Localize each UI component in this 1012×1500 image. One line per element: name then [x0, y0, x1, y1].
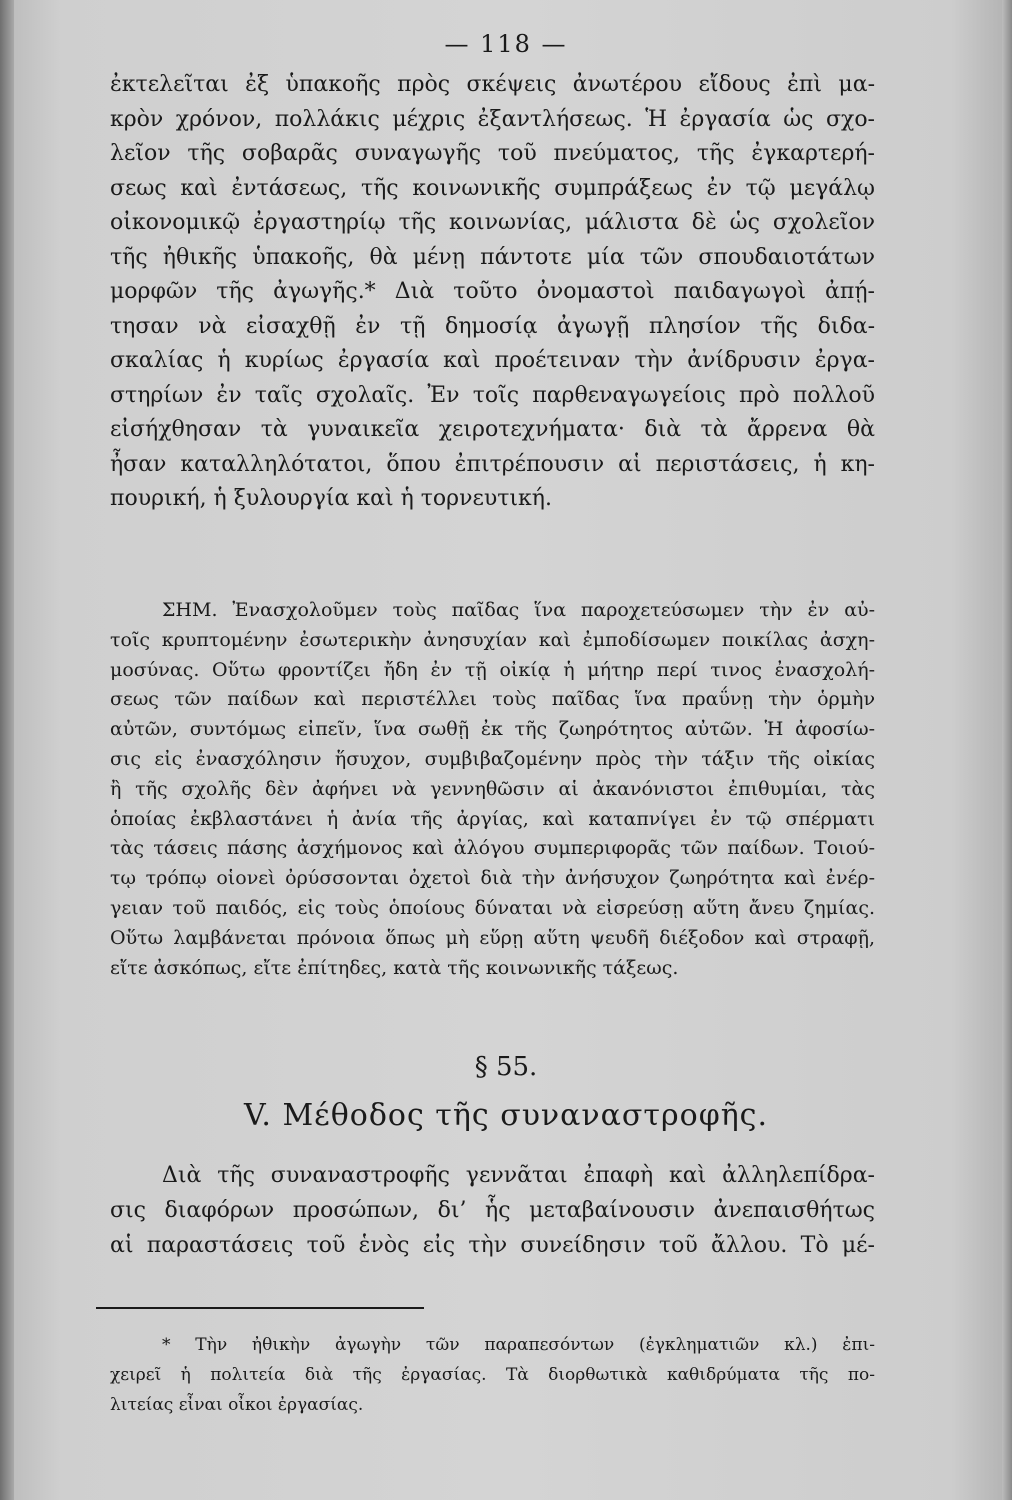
note-line: γειαν τοῦ παιδός, εἰς τοὺς ὁποίους δύναται νὰ εἰσρεύσῃ αὕτη ἄνευ ζημίας. [110, 896, 875, 919]
text-line: εἰσήχθησαν τὰ γυναικεῖα χειροτεχνήματα· διὰ τὰ ἄρρενα θὰ [110, 417, 875, 442]
text-line: λεῖον τῆς σοβαρᾶς συναγωγῆς τοῦ πνεύματος, τῆς ἐγκαρτερή- [110, 141, 875, 166]
note-line: αὐτῶν, συντόμως εἰπεῖν, ἵνα σωθῇ ἐκ τῆς ζωηρότητος αὐτῶν. Ἡ ἀφοσίω- [110, 718, 875, 741]
note-line: τὰς τάσεις πάσης ἀσχήμονος καὶ ἀλόγου συμπεριφορᾶς τῶν παίδων. Τοιού- [110, 837, 875, 860]
text-line: ἐκτελεῖται ἐξ ὑπακοῆς πρὸς σκέψεις ἀνωτέρου εἴδους ἐπὶ μα- [110, 72, 875, 97]
page-number: — 118 — [444, 30, 568, 58]
footnote-divider [96, 1307, 424, 1309]
text-line: σκαλίας ἡ κυρίως ἐργασία καὶ προέτειναν τὴν ἀνίδρυσιν ἐργα- [110, 348, 875, 373]
text-line: τησαν νὰ εἰσαχθῇ ἐν τῇ δημοσίᾳ ἀγωγῇ πλησίον τῆς διδα- [110, 313, 875, 339]
text-line: πουρική, ἡ ξυλουργία καὶ ἡ τορνευτική. [110, 486, 552, 511]
section-title: V. Μέθοδος τῆς συναναστροφῆς. [243, 1098, 769, 1133]
page-edge-left [0, 0, 14, 1500]
note-line: σεως τῶν παίδων καὶ περιστέλλει τοὺς παῖδας ἵνα πραΰνῃ τὴν ὁρμὴν [110, 688, 875, 711]
text-line: τῆς ἠθικῆς ὑπακοῆς, θὰ μένῃ πάντοτε μία τῶν σπουδαιοτάτων [110, 244, 875, 270]
footnote-line: χειρεῖ ἡ πολιτεία διὰ τῆς ἐργασίας. Τὰ διορθωτικὰ καθιδρύματα τῆς πο- [110, 1365, 875, 1385]
note-line: ΣΗΜ. Ἐνασχολοῦμεν τοὺς παῖδας ἵνα παροχετεύσωμεν τὴν ἐν αὐ- [162, 599, 875, 621]
note-line: τοῖς κρυπτομένην ἐσωτερικὴν ἀνησυχίαν καὶ ἐμποδίσωμεν ποικίλας ἀσχη- [110, 628, 875, 651]
text-line: οἰκονομικῷ ἐργαστηρίῳ τῆς κοινωνίας, μάλιστα δὲ ὡς σχολεῖον [110, 210, 875, 235]
footnote-line: λιτείας εἶναι οἶκοι ἐργασίας. [110, 1395, 364, 1415]
text-line: μορφῶν τῆς ἀγωγῆς.* Διὰ τοῦτο ὀνομαστοὶ παιδαγωγοὶ ἀπῄ- [110, 279, 875, 304]
note-line: μοσύνας. Οὕτω φροντίζει ἤδη ἐν τῇ οἰκίᾳ ἡ μήτηρ περί τινος ἐνασχολή- [110, 658, 875, 681]
note-paragraph [110, 596, 875, 983]
note-line: σις εἰς ἐνασχόλησιν ἥσυχον, συμβιβαζομένην πρὸς τὴν τάξιν τῆς οἰκίας [110, 747, 875, 770]
main-paragraph [110, 68, 875, 517]
note-line: ὁποίας ἐκβλαστάνει ἡ ἀνία τῆς ἀργίας, καὶ καταπνίγει ἐν τῷ σπέρματι [110, 807, 875, 830]
footnote [110, 1330, 875, 1420]
note-line: εἴτε ἀσκόπως, εἴτε ἐπίτηδες, κατὰ τῆς κοινωνικῆς τάξεως. [110, 956, 679, 979]
text-line: σεως καὶ ἐντάσεως, τῆς κοινωνικῆς συμπράξεως ἐν τῷ μεγάλῳ [110, 175, 875, 201]
text-line: αἱ παραστάσεις τοῦ ἑνὸς εἰς τὴν συνείδησιν τοῦ ἄλλου. Τὸ μέ- [110, 1233, 875, 1258]
text-line: Διὰ τῆς συναναστροφῆς γεννᾶται ἐπαφὴ καὶ ἀλληλεπίδρα- [162, 1163, 875, 1188]
text-line: κρὸν χρόνον, πολλάκις μέχρις ἐξαντλήσεως. Ἡ ἐργασία ὡς σχο- [110, 106, 875, 132]
section-paragraph [110, 1158, 875, 1263]
text-line: στηρίων ἐν ταῖς σχολαῖς. Ἐν τοῖς παρθεναγωγείοις πρὸ πολλοῦ [110, 382, 875, 408]
text-line: σις διαφόρων προσώπων, δι’ ἧς μεταβαίνουσιν ἀνεπαισθήτως [110, 1198, 875, 1223]
note-line: Οὕτω λαμβάνεται πρόνοια ὅπως μὴ εὕρῃ αὕτη ψευδῆ διέξοδον καὶ στραφῇ, [110, 926, 875, 949]
section-number: § 55. [474, 1052, 538, 1082]
note-line: τῳ τρόπῳ οἱονεὶ ὀρύσσονται ὀχετοὶ διὰ τὴν ἀνήσυχον ζωηρότητα καὶ ἐνέρ- [110, 867, 875, 890]
page-edge-right [1002, 0, 1012, 1500]
note-line: ἢ τῆς σχολῆς δὲν ἀφήνει νὰ γεννηθῶσιν αἱ ἀκανόνιστοι ἐπιθυμίαι, τὰς [110, 777, 875, 800]
text-line: ἦσαν καταλληλότατοι, ὅπου ἐπιτρέπουσιν αἱ περιστάσεις, ἡ κη- [110, 451, 875, 477]
footnote-line: * Τὴν ἠθικὴν ἀγωγὴν τῶν παραπεσόντων (ἐγκληματιῶν κλ.) ἐπι- [162, 1335, 875, 1355]
